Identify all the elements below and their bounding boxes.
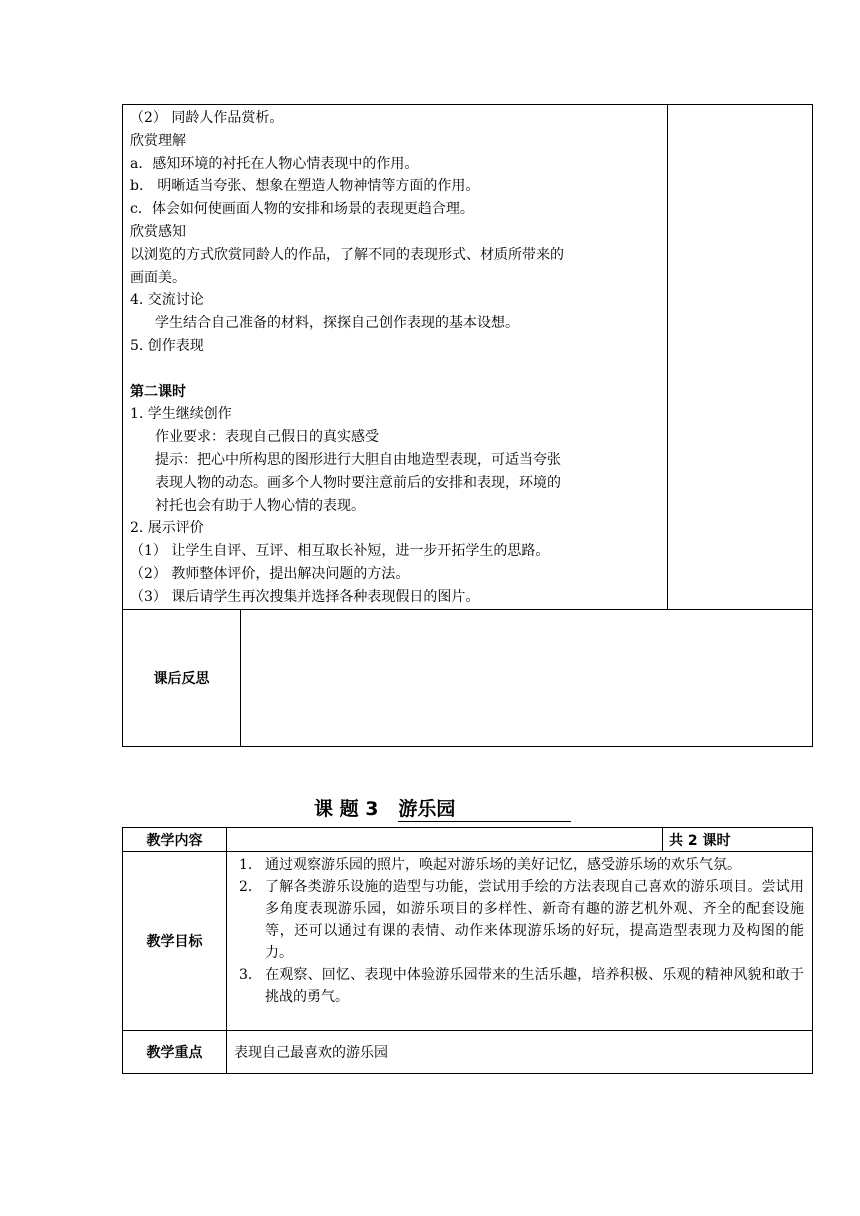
goal-number: 1. [239, 857, 253, 873]
lesson3-table [122, 827, 813, 1074]
body-line: 4. 交流讨论 [130, 292, 204, 309]
body-line: c．体会如何使画面人物的安排和场景的表现更趋合理。 [130, 201, 474, 218]
goal-text: 了解各类游乐设施的造型与功能，尝试用手绘的方法表现自己喜欢的游乐项目。尝试用多角度表现游乐园，如游乐项目的多样性、新奇有趣的游艺机外观、齐全的配套设施等，还可以通过有课的表情、动作来体现游乐场的好玩，提高造型表现力及构图的能力。 [265, 879, 804, 961]
reflection-cell [241, 609, 813, 746]
body-line: a．感知环境的衬托在人物心情表现中的作用。 [130, 155, 419, 172]
goal-number: 2. [239, 879, 253, 895]
body-line: 作业要求：表现自己假日的真实感受 [155, 429, 379, 446]
lesson-title-name: 游乐园 [398, 798, 456, 820]
lesson-title-prefix: 课 题 3 [314, 798, 379, 820]
body-line: 衬托也会有助于人物心情的表现。 [155, 497, 365, 514]
body-line: 表现人物的动态。画多个人物时要注意前后的安排和表现，环境的 [155, 474, 561, 491]
body-line: 以浏览的方式欣赏同龄人的作品，了解不同的表现形式、材质所带来的 [130, 246, 564, 263]
focus-label: 教学重点 [123, 1031, 227, 1074]
lesson-body-text [123, 105, 667, 609]
goals-label: 教学目标 [123, 852, 227, 1031]
body-line: b． 明晰适当夸张、想象在塑造人物神情等方面的作用。 [130, 178, 480, 195]
lesson-body-cell [123, 105, 668, 610]
goals-cell [227, 852, 813, 1031]
goal-item [235, 854, 804, 876]
body-line: 欣赏感知 [130, 223, 186, 240]
goal-text: 在观察、回忆、表现中体验游乐园带来的生活乐趣，培养积极、乐观的精神风貌和敢于挑战的勇气。 [265, 967, 804, 1005]
content-label: 教学内容 [123, 828, 227, 852]
reflection-label: 课后反思 [123, 609, 241, 746]
goal-item [235, 876, 804, 964]
goal-item [235, 964, 804, 1008]
notes-cell [668, 105, 813, 610]
body-line: 欣赏理解 [130, 132, 186, 149]
blank-line [130, 358, 661, 381]
lesson-plan-continuation-table [122, 104, 813, 747]
lesson-title-name-underlined [398, 798, 571, 822]
body-line: （3） 课后请学生再次搜集并选择各种表现假日的图片。 [130, 588, 480, 605]
body-line: 画面美。 [130, 269, 186, 286]
body-line: 1. 学生继续创作 [130, 406, 232, 423]
body-line: （2） 教师整体评价，提出解决问题的方法。 [130, 565, 410, 582]
section-heading-second-lesson: 第二课时 [130, 383, 186, 400]
hours-cell: 共 2 课时 [663, 828, 813, 852]
body-line: 提示：把心中所构思的图形进行大胆自由地造型表现，可适当夸张 [155, 451, 561, 468]
goal-number: 3. [239, 967, 253, 983]
body-line: 学生结合自己准备的材料，探探自己创作表现的基本设想。 [155, 315, 519, 332]
body-line: 5. 创作表现 [130, 337, 204, 354]
lesson-title [314, 794, 571, 821]
content-cell [227, 828, 663, 852]
body-line: （1） 让学生自评、互评、相互取长补短，进一步开拓学生的思路。 [130, 543, 550, 560]
goal-text: 通过观察游乐园的照片，唤起对游乐场的美好记忆，感受游乐场的欢乐气氛。 [265, 857, 741, 873]
body-line: 2. 展示评价 [130, 520, 204, 537]
body-line: （2） 同龄人作品赏析。 [130, 110, 284, 126]
focus-text: 表现自己最喜欢的游乐园 [227, 1031, 813, 1074]
